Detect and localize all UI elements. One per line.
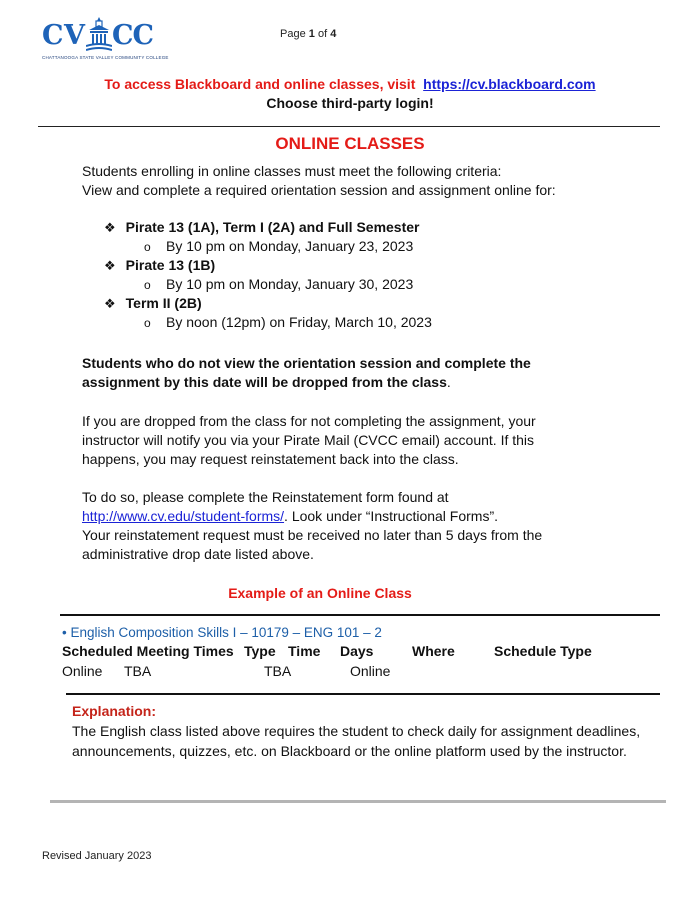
header-schedule-type: Schedule Type — [494, 643, 592, 659]
cvcc-logo — [42, 14, 169, 60]
page-current: 1 — [308, 28, 315, 40]
diamond-bullet-icon: ❖ — [104, 296, 116, 311]
term-deadline: By 10 pm on Monday, January 30, 2023 — [166, 276, 414, 292]
page-total: 4 — [330, 28, 337, 40]
intro-line-2: View and complete a required orientation session and assignment online for: — [82, 182, 556, 198]
term-name: Pirate 13 (1A), Term I (2A) and Full Semester — [125, 219, 420, 235]
circle-bullet-icon: o — [144, 240, 151, 254]
dropped-line-2: instructor will notify you via your Pirate Mail (CVCC email) account. If this — [82, 432, 535, 448]
term-deadline-1 — [144, 238, 413, 254]
explanation-text: The English class listed above requires the student to check daily for assignment deadlines, announcements, quizzes, etc. on Blackboard or the online platform used by the instructor. — [72, 723, 641, 759]
course-title: English Composition Skills I – 10179 – ENG 101 – 2 — [70, 625, 382, 640]
diamond-bullet-icon: ❖ — [104, 258, 116, 273]
term-deadline-2 — [144, 276, 413, 292]
dropped-line-1: If you are dropped from the class for not completing the assignment, your — [82, 413, 536, 429]
page-number — [280, 28, 336, 40]
header-days: Days — [340, 643, 374, 659]
circle-bullet-icon: o — [144, 278, 151, 292]
example-top-divider — [60, 614, 660, 616]
page-prefix: Page — [280, 28, 306, 40]
term-item-1 — [104, 219, 420, 236]
reinstate-line-4: administrative drop date listed above. — [82, 546, 314, 562]
gray-divider — [50, 800, 666, 803]
logo-letter-c: C — [42, 20, 63, 51]
cell-where: Online — [350, 663, 391, 679]
logo-subtitle: CHATTANOOGA STATE VALLEY COMMUNITY COLLEGE — [42, 55, 169, 60]
logo-letters-cc: CC — [112, 20, 153, 51]
example-bottom-divider — [66, 693, 660, 695]
header-scheduled-meeting-times: Scheduled Meeting Times — [62, 643, 234, 659]
reinstate-line-3: Your reinstatement request must be received no later than 5 days from the — [82, 527, 543, 543]
term-name: Pirate 13 (1B) — [125, 257, 216, 273]
cell-time: TBA — [124, 663, 152, 679]
header-time: Time — [288, 643, 321, 659]
logo-letter-v: V — [64, 20, 84, 51]
term-deadline-3 — [144, 314, 432, 330]
course-link[interactable] — [62, 625, 382, 640]
access-notice — [0, 76, 700, 92]
term-item-3 — [104, 295, 202, 312]
term-deadline: By noon (12pm) on Friday, March 10, 2023 — [166, 314, 432, 330]
page-of: of — [317, 28, 328, 40]
top-divider — [38, 126, 660, 127]
blackboard-link[interactable]: https://cv.blackboard.com — [423, 76, 596, 92]
reinstate-line-2 — [82, 507, 498, 526]
term-name: Term II (2B) — [125, 295, 202, 311]
reinstate-line-1: To do so, please complete the Reinstatement form found at — [82, 489, 449, 505]
dropped-line-3: happens, you may request reinstatement back into the class. — [82, 451, 459, 467]
access-text: To access Blackboard and online classes, visit — [104, 76, 416, 92]
reinstate-instruction: . Look under “Instructional Forms”. — [284, 508, 499, 524]
student-forms-link[interactable]: http://www.cv.edu/student-forms/ — [82, 508, 285, 524]
section-title: ONLINE CLASSES — [275, 134, 425, 153]
example-title: Example of an Online Class — [228, 585, 412, 601]
course-bullet: • — [62, 625, 67, 640]
term-deadline: By 10 pm on Monday, January 23, 2023 — [166, 238, 414, 254]
logo-building-icon — [86, 16, 112, 52]
warning-line-1: Students who do not view the orientation session and complete the — [82, 355, 531, 371]
explanation-label: Explanation: — [72, 703, 157, 719]
circle-bullet-icon: o — [144, 316, 151, 330]
cell-days: TBA — [264, 663, 292, 679]
warning-line-2 — [82, 373, 451, 392]
warning-period: . — [446, 374, 451, 390]
cell-type: Online — [62, 663, 103, 679]
warning-bold-text: assignment by this date will be dropped from the class — [82, 374, 447, 390]
header-where: Where — [412, 643, 455, 659]
header-type: Type — [244, 643, 276, 659]
revised-date: Revised January 2023 — [42, 850, 152, 862]
intro-line-1: Students enrolling in online classes must meet the following criteria: — [82, 163, 502, 179]
term-item-2 — [104, 257, 215, 274]
diamond-bullet-icon: ❖ — [104, 220, 116, 235]
third-party-login-note: Choose third-party login! — [266, 95, 434, 111]
